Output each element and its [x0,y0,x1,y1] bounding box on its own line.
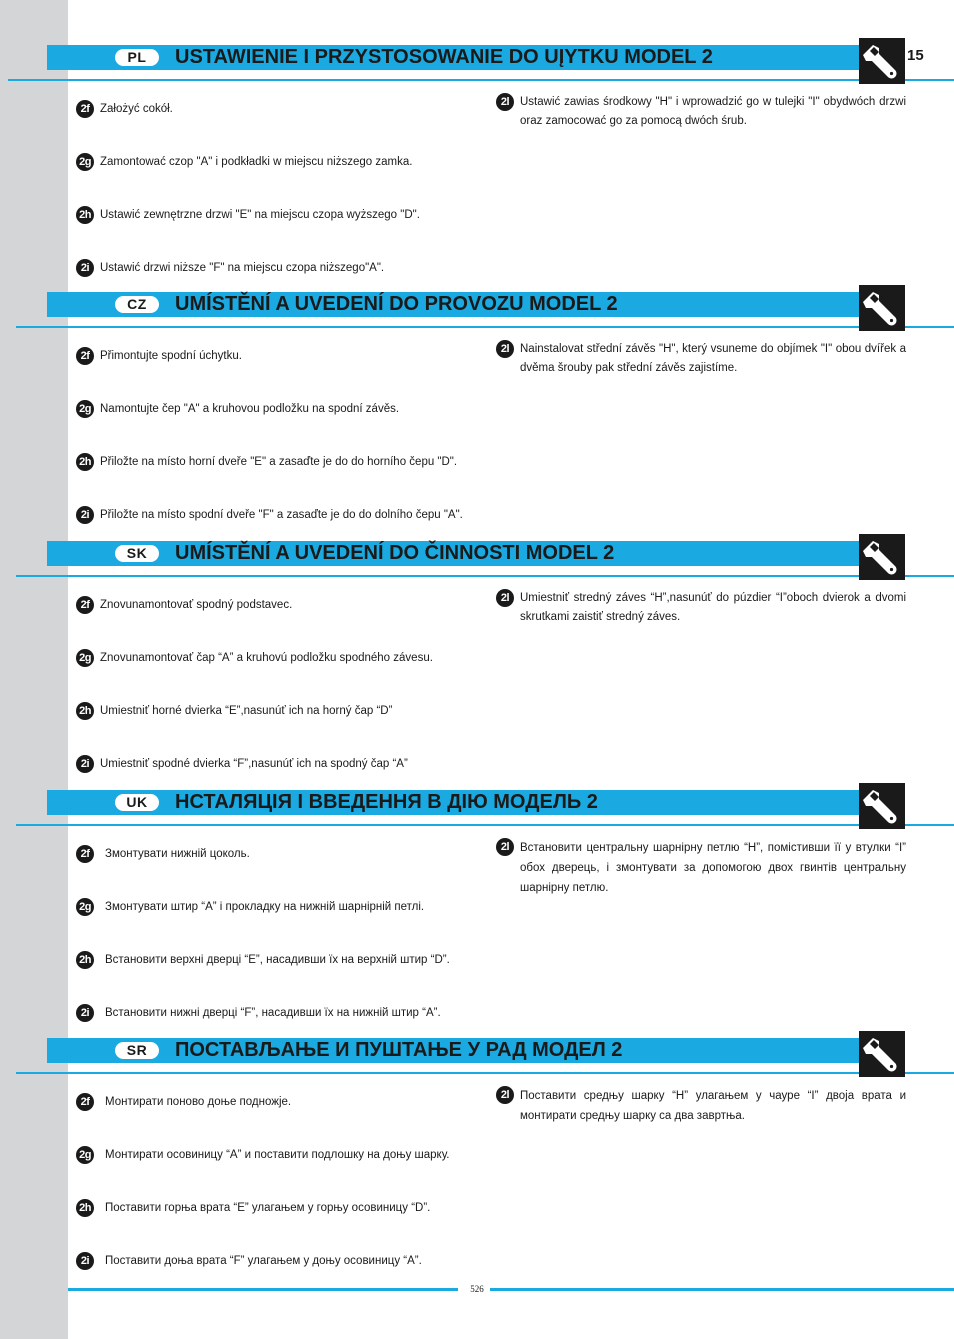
step-number-badge: 2f [76,845,94,863]
step-2i [76,755,408,774]
step-2f [76,100,173,119]
wrench-icon [859,285,905,331]
step-number-badge: 2i [76,506,94,524]
step-number-badge: 2f [76,347,94,365]
section-rule [16,575,954,577]
step-2g [76,153,412,172]
step-text: Přiložte na místo horní dveře "E" a zasaďte je do do horního čepu "D". [100,456,458,468]
language-badge: PL [115,49,159,66]
step-2l [496,93,906,131]
step-text: Umiestniť stredný záves “H”,nasunúť do púzdier “I”oboch dvierok a dvomi skrutkami zaistiť stredný záves. [520,592,906,623]
step-2f [76,347,242,366]
step-2f [76,1093,291,1112]
section-title: UMÍSTĚNÍ A UVEDENÍ DO ČINNOSTI MODEL 2 [175,542,615,564]
section-rule [16,824,954,826]
step-2h [76,702,392,721]
step-text: Ustawić zewnętrzne drzwi "E" na miejscu czopa wyższego "D". [100,209,420,221]
step-text: Ustawić drzwi niższe "F" na miejscu czopa niższego"A". [100,262,385,274]
step-2g [76,649,433,668]
step-text: Встановити нижні дверці “F”, насадивши їх на нижній штир “A”. [105,1007,441,1019]
step-text: Zamontować czop "A" i podkładki w miejscu niższego zamka. [100,156,413,168]
step-2i [76,1252,422,1271]
section-rule [16,1072,954,1074]
step-text: Umiestniť horné dvierka “E”,nasunúť ich na horný čap “D” [100,705,393,717]
wrench-icon [859,1031,905,1077]
step-text: Змонтувати нижній цоколь. [105,848,250,860]
step-number-badge: 2f [76,596,94,614]
page-number: 15 [907,47,924,64]
step-number-badge: 2h [76,453,94,471]
section-title: НСТАЛЯЦІЯ І ВВЕДЕННЯ В ДІЮ МОДЕЛЬ 2 [175,791,598,813]
step-number-badge: 2g [76,898,94,916]
section-header-bar [47,292,904,317]
step-text: Nainstalovat střední závěs "H", který vsuneme do objímek "I" obou dvířek a dvěma šrouby pak střední závěs zajistíme. [520,343,906,374]
step-2l [496,838,906,898]
step-text: Přiložte na místo spodní dveře "F" a zasaďte je do do dolního čepu "A". [100,509,463,521]
step-2h [76,951,450,970]
step-number-badge: 2h [76,206,94,224]
step-number-badge: 2i [76,755,94,773]
step-text: Поставити горња врата “E” улагањем у горњу осовиницу “D”. [105,1202,431,1214]
step-text: Монтирати поново доње подножје. [105,1096,292,1108]
wrench-icon [859,38,905,84]
step-2l [496,589,906,627]
step-text: Поставити средњу шарку “H” улагањем у чауре “I” двоја врата и монтирати средњу шарку са два завртња. [520,1090,906,1122]
step-2g [76,400,399,419]
step-2h [76,453,457,472]
page-margin [0,0,68,1339]
footer-rule-left [68,1288,458,1291]
step-text: Znovunamontovať čap “A” a kruhovú podložku spodného závesu. [100,652,433,664]
step-number-badge: 2f [76,100,94,118]
step-2l [496,340,906,378]
step-2g [76,1146,450,1165]
step-number-badge: 2g [76,153,94,171]
step-number-badge: 2l [496,93,514,111]
step-number-badge: 2i [76,1004,94,1022]
step-text: Монтирати осовиницу “A” и поставити подлошку на доњу шарку. [105,1149,450,1161]
section-header-bar [47,541,904,566]
language-badge: UK [115,794,159,811]
step-2i [76,506,463,525]
step-text: Umiestniť spodné dvierka “F”,nasunúť ich na spodný čap “A” [100,758,408,770]
step-2l [496,1086,906,1126]
step-number-badge: 2l [496,589,514,607]
step-number-badge: 2g [76,649,94,667]
section-title: USTAWIENIE I PRZYSTOSOWANIE DO UĮYTKU MODEL 2 [175,46,713,68]
step-text: Znovunamontovať spodný podstavec. [100,599,293,611]
step-number-badge: 2i [76,1252,94,1270]
language-badge: CZ [115,296,159,313]
step-number-badge: 2f [76,1093,94,1111]
step-number-badge: 2h [76,702,94,720]
footer-page-number: 526 [470,1284,484,1294]
section-header-bar [47,45,904,70]
step-text: Přimontujte spodní úchytku. [100,350,242,362]
step-text: Встановити верхні дверці “E”, насадивши їх на верхній штир “D”. [105,954,450,966]
language-badge: SK [115,545,159,562]
step-number-badge: 2l [496,340,514,358]
step-2g [76,898,424,917]
step-2h [76,206,420,225]
language-badge: SR [115,1042,159,1059]
step-text: Поставити доња врата “F” улагањем у доњу осовиницу “A”. [105,1255,422,1267]
section-header-bar [47,790,904,815]
step-number-badge: 2g [76,400,94,418]
section-header-bar [47,1038,904,1063]
step-2i [76,1004,441,1023]
step-number-badge: 2i [76,259,94,277]
step-2i [76,259,384,278]
step-2f [76,596,292,615]
section-rule [8,79,954,81]
step-number-badge: 2l [496,1086,514,1104]
step-text: Namontujte čep "A" a kruhovou podložku na spodní závěs. [100,403,400,415]
footer-rule-right [490,1288,954,1291]
step-number-badge: 2l [496,838,514,856]
step-text: Встановити центральну шарнірну петлю “H”, помістивши її у втулки “I” обох дверець, і змонтувати за допомогою двох гвинтів центральну шарнірну петлю. [520,842,906,894]
section-title: UMÍSTĚNÍ A UVEDENÍ DO PROVOZU MODEL 2 [175,293,618,315]
step-2h [76,1199,430,1218]
section-title: ПОСТАВЉАЊЕ И ПУШТАЊЕ У РАД МОДЕЛ 2 [175,1039,623,1061]
wrench-icon [859,534,905,580]
step-text: Ustawić zawias środkowy "H" i wprowadzić go w tulejki "I" obydwóch drzwi oraz zamocować go za pomocą dwóch śrub. [520,96,906,127]
step-2f [76,845,250,864]
wrench-icon [859,783,905,829]
step-text: Założyć cokół. [100,103,173,115]
step-number-badge: 2h [76,1199,94,1217]
section-rule [16,326,954,328]
step-number-badge: 2h [76,951,94,969]
step-text: Змонтувати штир “A” і прокладку на нижній шарнірній петлі. [105,901,425,913]
step-number-badge: 2g [76,1146,94,1164]
